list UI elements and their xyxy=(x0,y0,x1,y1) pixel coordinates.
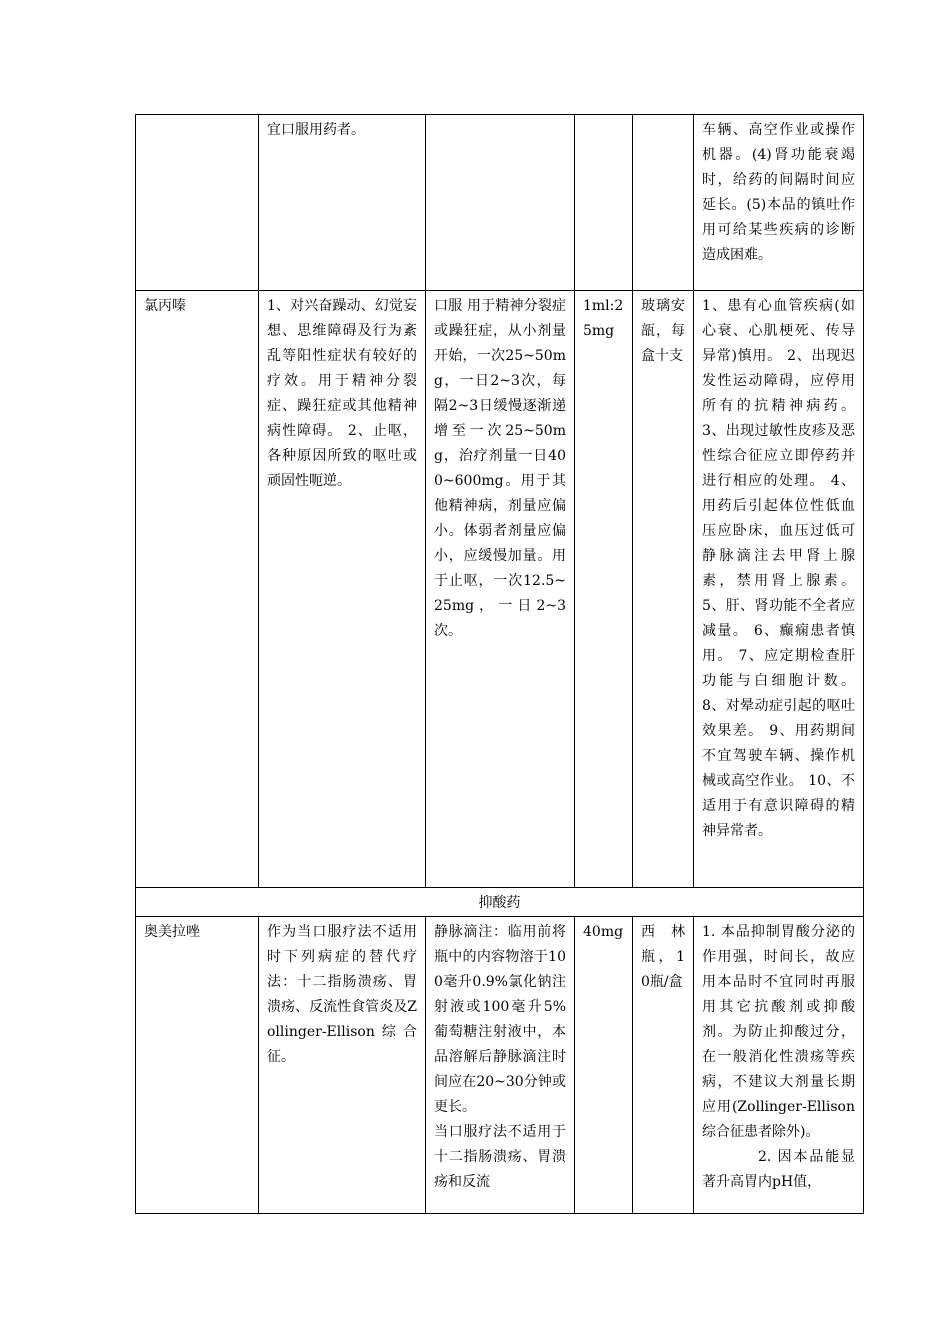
package-cell xyxy=(633,115,694,291)
package-cell: 玻璃安瓿，每盒十支 xyxy=(633,291,694,888)
notes-cell: 车辆、高空作业或操作机器。(4)肾功能衰竭时，给药的间隔时间应延长。(5)本品的镇吐作用可给某些疾病的诊断造成困难。 xyxy=(694,115,864,291)
table-row xyxy=(136,917,864,1214)
package-cell: 西林瓶，10瓶/盒 xyxy=(633,917,694,1214)
usage-cell xyxy=(426,115,575,291)
drug-name-cell: 氯丙嗪 xyxy=(136,291,259,888)
notes-cell: 1、患有心血管疾病(如心衰、心肌梗死、传导异常)慎用。 2、出现迟发性运动障碍，应停用所有的抗精神病药。 3、出现过敏性皮疹及恶性综合征应立即停药并进行相应的处理。 4、用药后引起体位性低血压应卧床，血压过低可静脉滴注去甲肾上腺素，禁用肾上腺素。 5、肝、肾功能不全者应减量。 6、癫痫患者慎用。 7、应定期检查肝功能与白细胞计数。 8、对晕动症引起的呕吐效果差。 9、用药期间不宜驾驶车辆、操作机械或高空作业。 10、不适用于有意识障碍的精神异常者。 xyxy=(694,291,864,888)
notes-cell xyxy=(694,917,864,1214)
table-row xyxy=(136,115,864,291)
drug-name-cell xyxy=(136,115,259,291)
section-row xyxy=(136,888,864,917)
usage-paragraph: 当口服疗法不适用于十二指肠溃疡、胃溃疡和反流 xyxy=(434,1124,566,1190)
drug-info-table xyxy=(135,114,864,1214)
spec-cell: 1ml:25mg xyxy=(575,291,633,888)
spec-cell: 40mg xyxy=(575,917,633,1214)
notes-paragraph: 1. 本品抑制胃酸分泌的作用强，时间长，故应用本品时不宜同时再服用其它抗酸剂或抑酸剂。为防止抑酸过分，在一般消化性溃疡等疾病，不建议大剂量长期应用(Zollinger-Ellison综合征患者除外)。 xyxy=(702,924,855,1140)
indication-cell: 1、对兴奋躁动、幻觉妄想、思维障碍及行为紊乱等阳性症状有较好的疗效。用于精神分裂症、躁狂症或其他精神病性障碍。 2、止呕，各种原因所致的呕吐或顽固性呃逆。 xyxy=(259,291,426,888)
indication-cell: 宜口服用药者。 xyxy=(259,115,426,291)
usage-cell xyxy=(426,917,575,1214)
drug-name-cell: 奥美拉唑 xyxy=(136,917,259,1214)
usage-paragraph: 静脉滴注：临用前将瓶中的内容物溶于100毫升0.9%氯化钠注射液或100毫升5%葡萄糖注射液中，本品溶解后静脉滴注时间应在20~30分钟或更长。 xyxy=(434,924,566,1115)
notes-paragraph: 2. 因本品能显著升高胃内pH值， xyxy=(702,1149,855,1190)
table-row xyxy=(136,291,864,888)
usage-cell: 口服 用于精神分裂症或躁狂症，从小剂量开始，一次25~50mg，一日2~3次，每隔2~3日缓慢逐渐递增至一次25~50mg，治疗剂量一日400~600mg。用于其他精神病，剂量应偏小。体弱者剂量应偏小，应缓慢加量。用于止呕，一次12.5~25mg，一日2~3次。 xyxy=(426,291,575,888)
spec-cell xyxy=(575,115,633,291)
indication-cell: 作为当口服疗法不适用时下列病症的替代疗法：十二指肠溃疡、胃溃疡、反流性食管炎及Zollinger-Ellison综合征。 xyxy=(259,917,426,1214)
section-title: 抑酸药 xyxy=(136,888,864,917)
